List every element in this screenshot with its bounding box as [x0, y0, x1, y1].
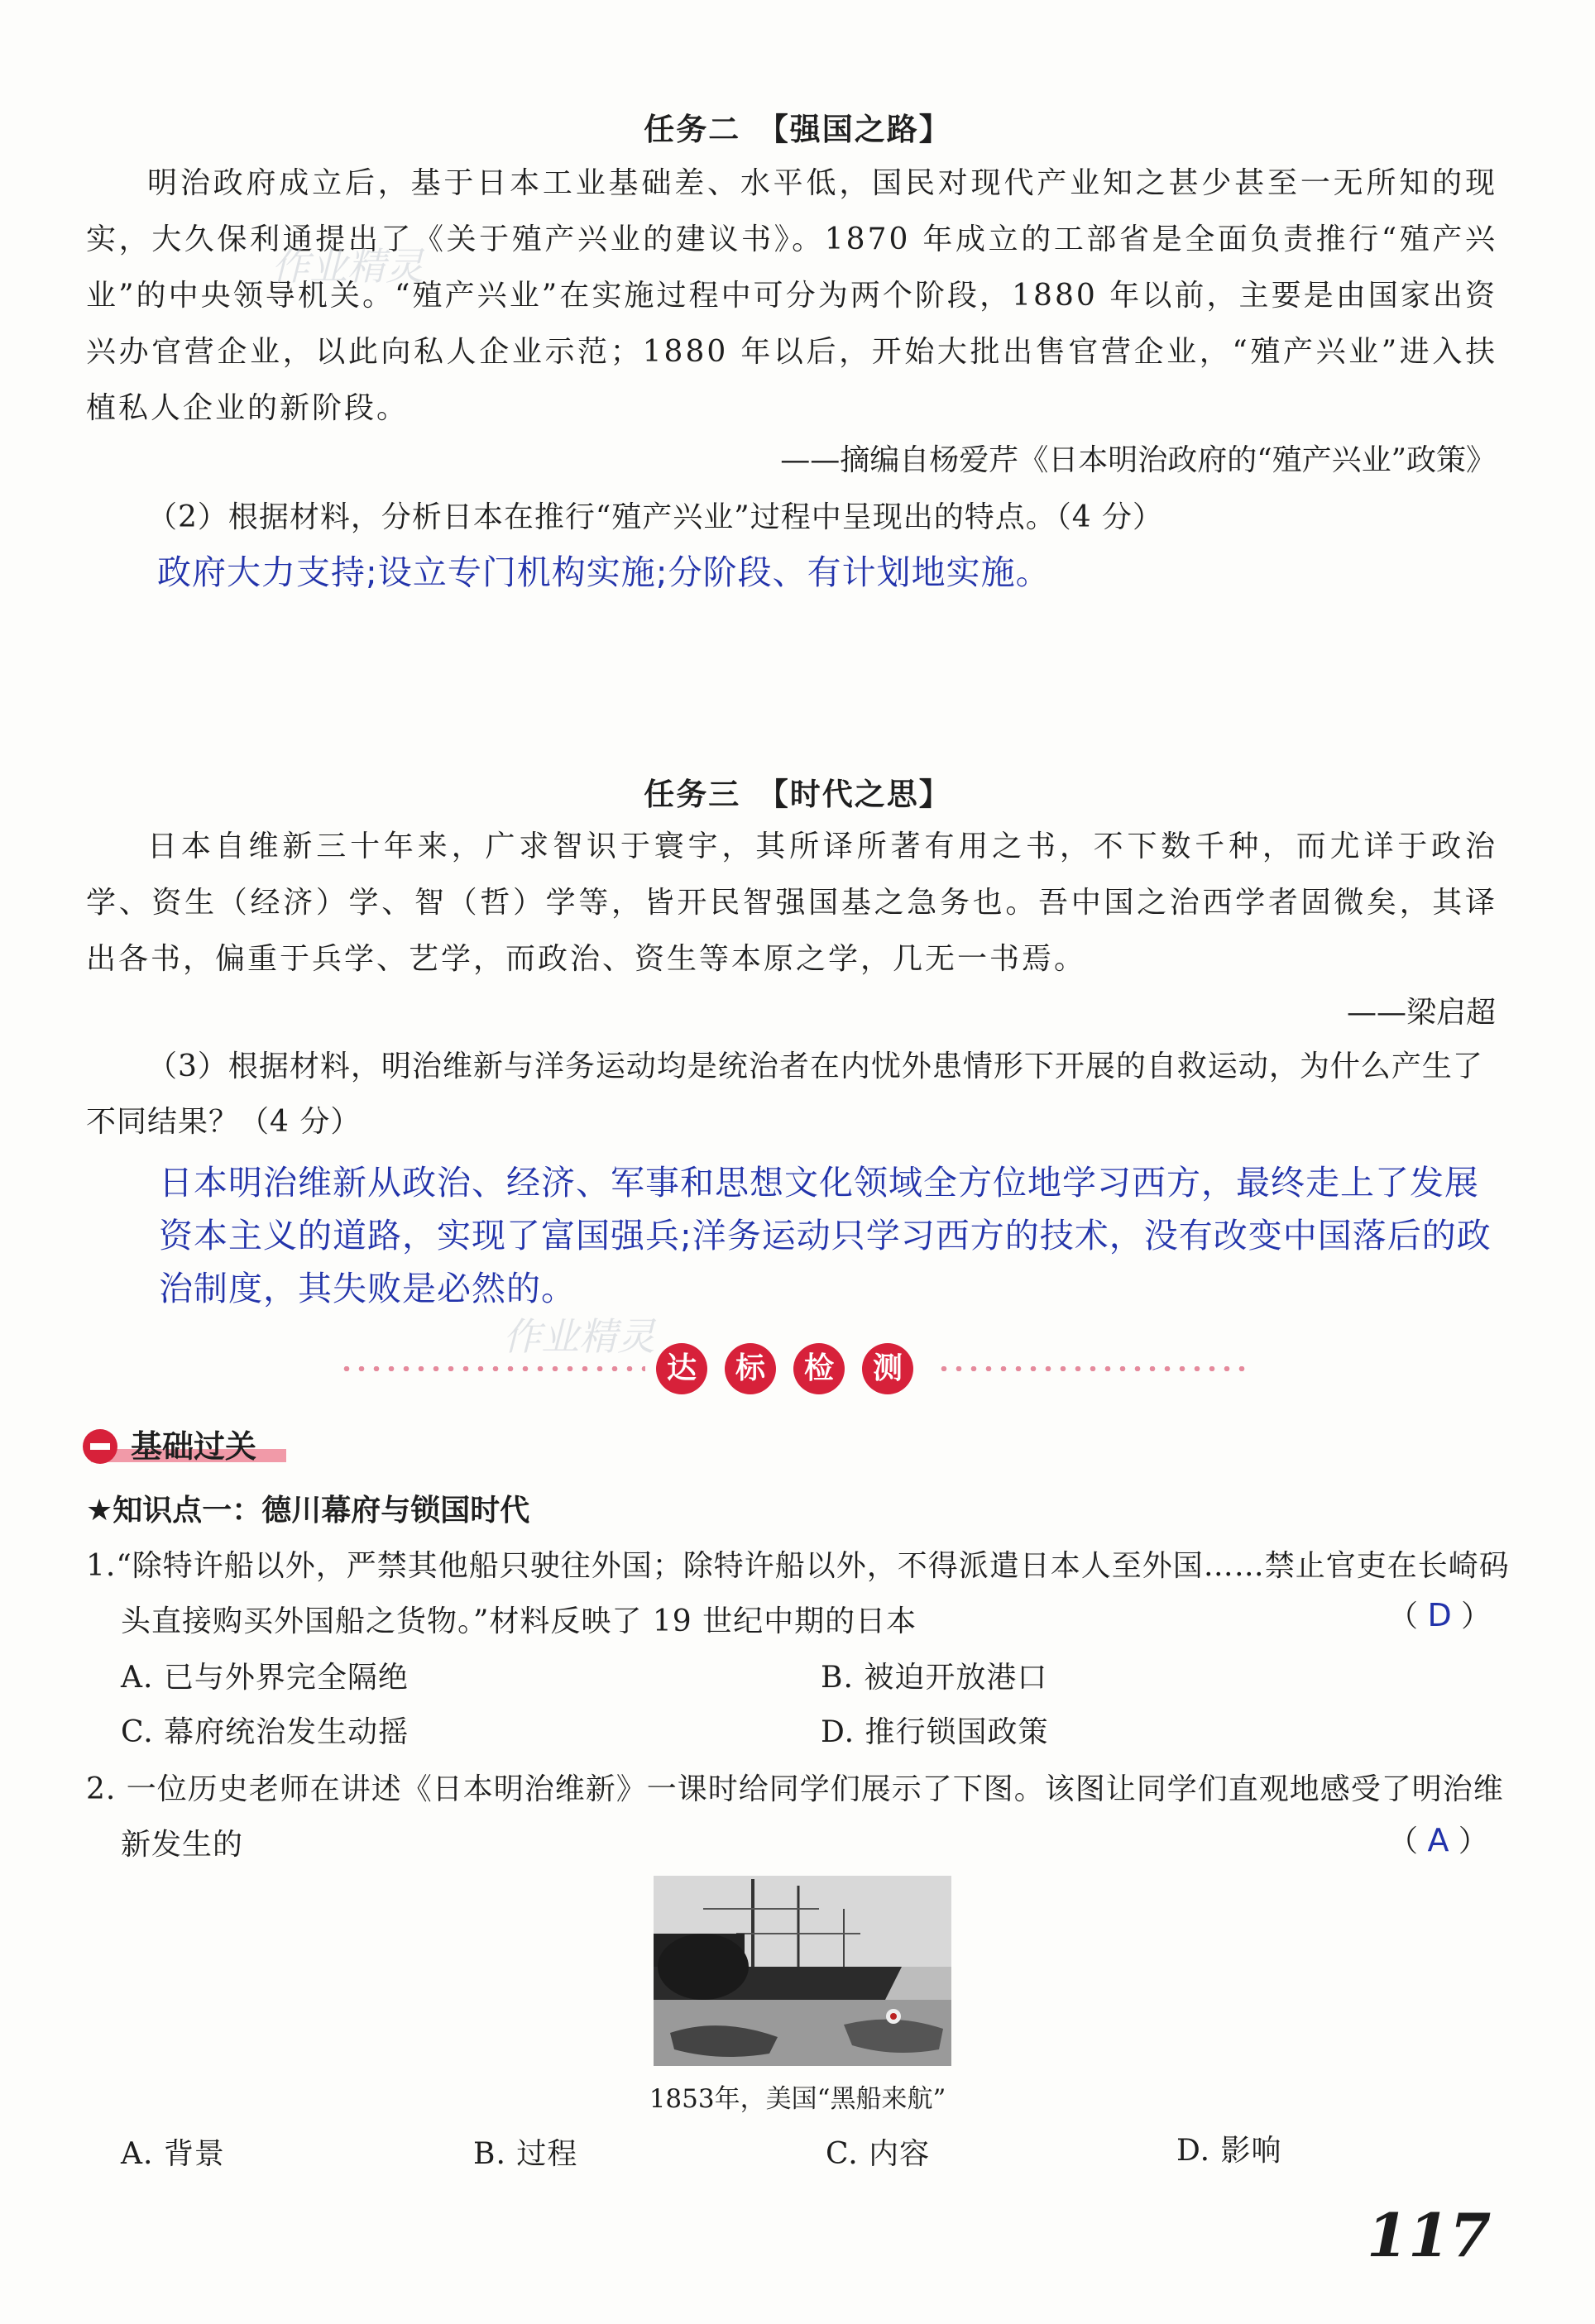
banner-char: 测	[862, 1343, 913, 1394]
task3-material: 日本自维新三十年来，广求智识于寰宇，其所译所著有用之书，不下数千种，而尤详于政治学、资生（经济）学、智（哲）学等，皆开民智强国基之急务也。吾中国之治西学者固微矣，其译出各书，偏重于兵学、艺学，而政治、资生等本原之学，几无一书焉。	[86, 830, 1497, 976]
banner-dots-right	[936, 1366, 1251, 1371]
task2-answer: 政府大力支持;设立专门机构实施;分阶段、有计划地实施。	[157, 552, 1051, 592]
q2-answer: A	[1427, 1822, 1449, 1858]
arrow-icon	[83, 1429, 117, 1464]
q2-option-c: C. 内容	[826, 2137, 931, 2171]
figure-caption: 1853年，美国“黑船来航”	[649, 2084, 946, 2114]
page-number: 117	[1367, 2200, 1492, 2270]
task2-title: 任务二 【强国之路】	[644, 112, 951, 147]
task2-source: ——摘编自杨爱芹《日本明治政府的“殖产兴业”政策》	[780, 443, 1496, 477]
section-title: 基础过关	[131, 1428, 257, 1465]
q2-option-a: A. 背景	[121, 2137, 225, 2171]
q2-option-d: D. 影响	[1176, 2134, 1282, 2168]
task3-source: ——梁启超	[1346, 996, 1496, 1030]
black-ship-figure	[654, 1876, 951, 2066]
banner-char: 达	[656, 1343, 707, 1394]
q1-option-a: A. 已与外界完全隔绝	[121, 1661, 409, 1695]
q1-option-b: B. 被迫开放港口	[821, 1661, 1048, 1695]
q1-answer-bracket: （ D ）	[1388, 1597, 1492, 1633]
q1-option-c: C. 幕府统治发生动摇	[121, 1715, 410, 1749]
banner-char: 检	[793, 1343, 845, 1394]
banner-char: 标	[725, 1343, 776, 1394]
q1-stem: 1.“除特许船以外，严禁其他船只驶往外国；除特许船以外，不得派遣日本人至外国……禁止官吏在长崎码头直接购买外国船之货物。”材料反映了 19 世纪中期的日本	[86, 1549, 1510, 1638]
task2-question: （2）根据材料，分析日本在推行“殖产兴业”过程中呈现出的特点。（4 分）	[147, 500, 1164, 534]
watermark: 作业精灵	[271, 244, 424, 289]
task3-answer: 日本明治维新从政治、经济、军事和思想文化领域全方位地学习西方，最终走上了发展资本主义的道路，实现了富国强兵;洋务运动只学习西方的技术，没有改变中国落后的政治制度，其失败是必然的。	[159, 1163, 1492, 1308]
q2-answer-bracket: （ A ）	[1388, 1822, 1488, 1858]
q2-option-b: B. 过程	[473, 2137, 578, 2171]
banner-dots-left	[339, 1366, 645, 1371]
task2-material: 明治政府成立后，基于日本工业基础差、水平低，国民对现代产业知之甚少甚至一无所知的现实，大久保利通提出了《关于殖产兴业的建议书》。1870 年成立的工部省是全面负责推行“殖产兴业”的中央领导机关。“殖产兴业”在实施过程中可分为两个阶段，1880 年以前，主要是由国家出资兴办官营企业，以此向私人企业示范；1880 年以后，开始大批出售官营企业，“殖产兴业”进入扶植私人企业的新阶段。	[86, 166, 1497, 425]
q1-answer: D	[1427, 1597, 1452, 1633]
knowledge-point: ★知识点一：德川幕府与锁国时代	[86, 1494, 530, 1528]
q2-stem: 2. 一位历史老师在讲述《日本明治维新》一课时给同学们展示了下图。该图让同学们直观地感受了明治维新发生的	[86, 1772, 1504, 1862]
task3-title: 任务三 【时代之思】	[644, 777, 951, 812]
watermark: 作业精灵	[503, 1314, 655, 1359]
task3-question: （3）根据材料，明治维新与洋务运动均是统治者在内忧外患情形下开展的自救运动，为什么产生了不同结果？（4 分）	[86, 1050, 1483, 1139]
q1-option-d: D. 推行锁国政策	[821, 1715, 1049, 1749]
